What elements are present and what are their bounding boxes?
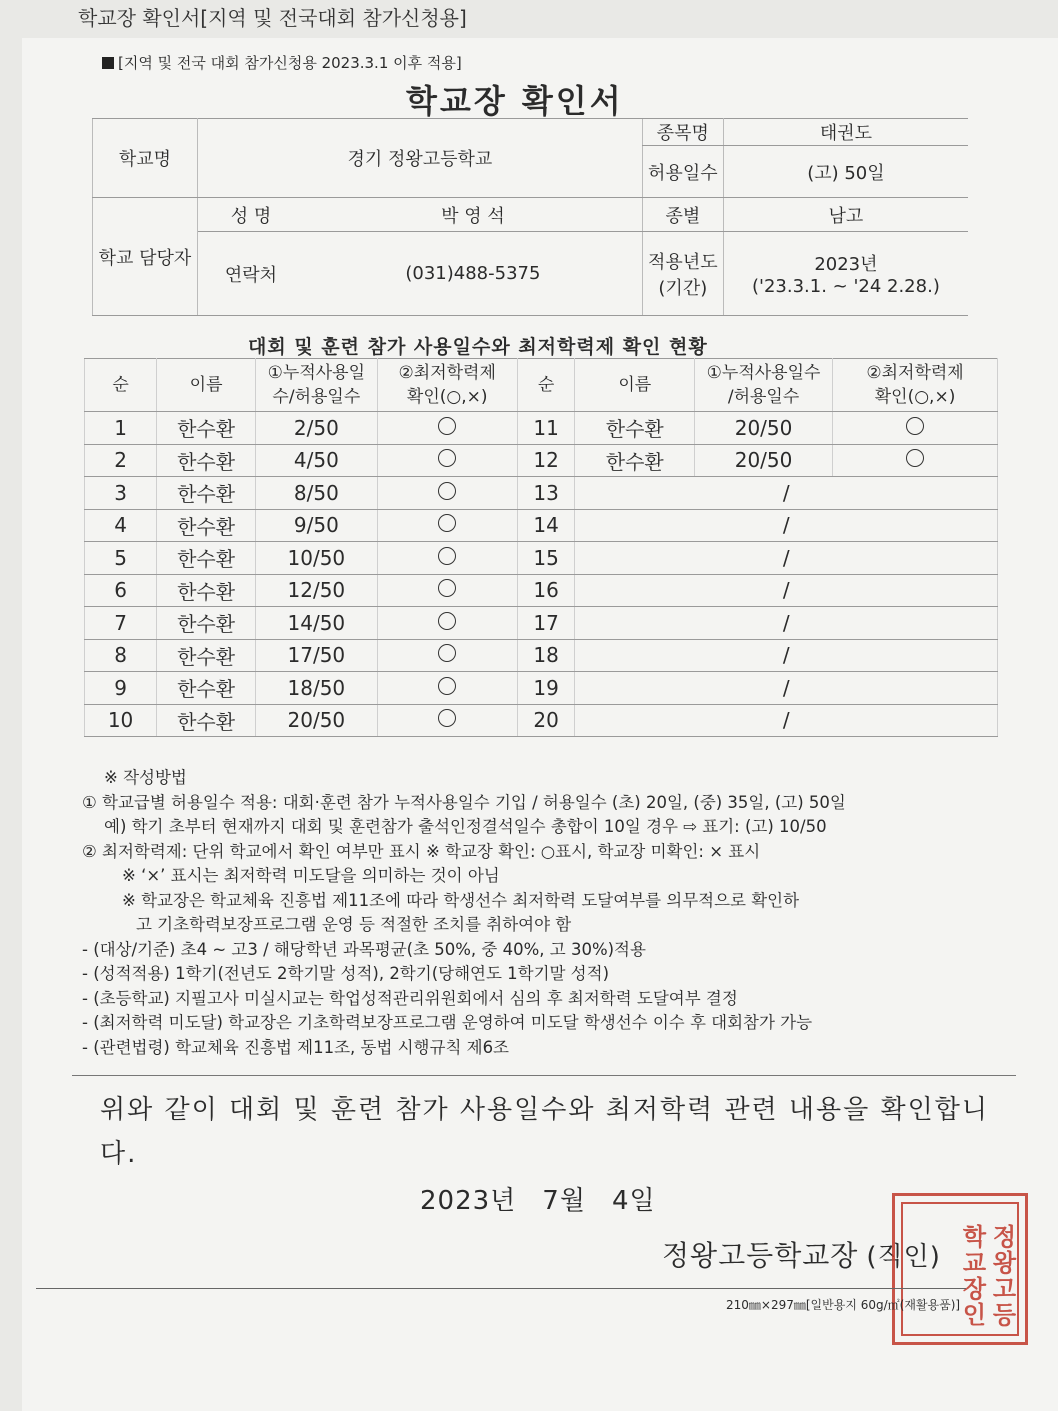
col-days-right: ①누적사용일수 /허용일수 [695, 359, 833, 412]
col-check: ②최저학력제 확인(○,×) [377, 359, 517, 412]
col-check-right: ②최저학력제 확인(○,×) [833, 359, 998, 412]
notice-line: [지역 및 전국 대회 참가신청용 2023.3.1 이후 적용] [102, 52, 462, 73]
period-value: 2023년 ('23.3.1. ~ '24 2.28.) [723, 232, 968, 316]
table-row: 1 한수환 2/50 11 한수환 20/50 [85, 412, 998, 445]
contact-label: 연락처 [198, 232, 305, 316]
table-row: 4 한수환 9/50 14 / [85, 509, 998, 542]
official-seal: 정왕고등학교장인 [892, 1193, 1028, 1345]
contact-value: (031)488-5375 [304, 232, 642, 316]
summary-table [84, 358, 998, 737]
circle-mark-icon [438, 482, 456, 500]
circle-mark-icon [438, 677, 456, 695]
table-row: 7 한수환 14/50 17 / [85, 607, 998, 640]
table-row: 3 한수환 8/50 13 / [85, 477, 998, 510]
period-label: 적용년도 (기간) [642, 232, 723, 316]
circle-mark-icon [438, 449, 456, 467]
table-row: 10 한수환 20/50 20 / [85, 704, 998, 737]
circle-mark-icon [438, 612, 456, 630]
col-name: 이름 [157, 359, 256, 412]
col-no-right: 순 [517, 359, 575, 412]
circle-mark-icon [438, 514, 456, 532]
circle-mark-icon [438, 709, 456, 727]
name-value: 박 영 석 [304, 198, 642, 232]
table-row: 2 한수환 4/50 12 한수환 20/50 [85, 444, 998, 477]
document-header: 학교장 확인서[지역 및 전국대회 참가신청용] [78, 6, 467, 30]
square-bullet-icon [102, 57, 114, 69]
summary-title: 대회 및 훈련 참가 사용일수와 최저학력제 확인 현황 [248, 336, 708, 358]
col-no: 순 [85, 359, 157, 412]
table-header-row [85, 359, 998, 412]
category-value: 남고 [723, 198, 968, 232]
name-label: 성 명 [198, 198, 305, 232]
divider [72, 1075, 1016, 1076]
circle-mark-icon [438, 547, 456, 565]
page-title: 학교장 확인서 [406, 82, 624, 120]
col-name-right: 이름 [575, 359, 695, 412]
circle-mark-icon [906, 449, 924, 467]
writing-instructions: ※ 작성방법 ① 학교급별 허용일수 적용: 대회·훈련 참가 누적사용일수 기입 / 허용일수 (초) 20일, (중) 35일, (고) 50일 예) 학기 초부터 현재까지 대회 및 훈련참가 출석인정결석일수 총합이 10일 경우 ⇨ 표기: (고) 10/50 ② 최저학력제: 단위 학교에서 확인 여부만 표시 ※ 학교장 확인: ○표시, 학교장 미확인: × 표시 ※ ‘×’ 표시는 최저학력 미도달을 의미하는 것이 아님 ※ 학교장은 학교체육 진흥법 제11조에 따라 학생선수 최저학력 도달여부를 의무적으로 확인하 고 기초학력보장프로그램 운영 등 적절한 조치를 취하여야 함 - (대상/기준) 초4 ~ 고3 / 해당학년 과목평균(초 50%, 중 40%, 고 30%)적용 - (성적적용) 1학기(전년도 2학기말 성적), 2학기(당해연도 1학기말 성적) - (초등학교) 지필고사 미실시교는 학업성적관리위원회에서 심의 후 최저학력 도달여부 결정 - (최저학력 미도달) 학교장은 기초학력보장프로그램 운영하여 미도달 학생선수 이수 후 대회참가 가능 - (관련법령) 학교체육 진흥법 제11조, 동법 시행규칙 제6조 [82, 768, 846, 1057]
table-row: 8 한수환 17/50 18 / [85, 639, 998, 672]
allowed-days-value: (고) 50일 [723, 146, 968, 198]
sport-value: 태권도 [723, 119, 968, 146]
allowed-days-label: 허용일수 [642, 146, 723, 198]
table-row: 5 한수환 10/50 15 / [85, 542, 998, 575]
school-label: 학교명 [93, 119, 198, 198]
principal-signature: 정왕고등학교장 (직인) [662, 1239, 941, 1272]
table-row: 6 한수환 12/50 16 / [85, 574, 998, 607]
circle-mark-icon [438, 579, 456, 597]
col-days: ①누적사용일 수/허용일수 [256, 359, 378, 412]
school-value: 경기 정왕고등학교 [198, 119, 643, 198]
manager-label: 학교 담당자 [93, 198, 198, 316]
paper-spec: 210㎜×297㎜[일반용지 60g/㎡(재활용품)] [726, 1298, 961, 1312]
circle-mark-icon [438, 644, 456, 662]
circle-mark-icon [906, 417, 924, 435]
table-row: 9 한수환 18/50 19 / [85, 672, 998, 705]
category-label: 종별 [642, 198, 723, 232]
issue-date: 2023년 7월 4일 [420, 1186, 656, 1216]
confirmation-text: 위와 같이 대회 및 훈련 참가 사용일수와 최저학력 관련 내용을 확인합니다. [100, 1095, 990, 1169]
sport-label: 종목명 [642, 119, 723, 146]
info-table [92, 118, 968, 316]
form-sheet [22, 38, 1058, 1411]
circle-mark-icon [438, 417, 456, 435]
footer-divider [36, 1288, 966, 1289]
